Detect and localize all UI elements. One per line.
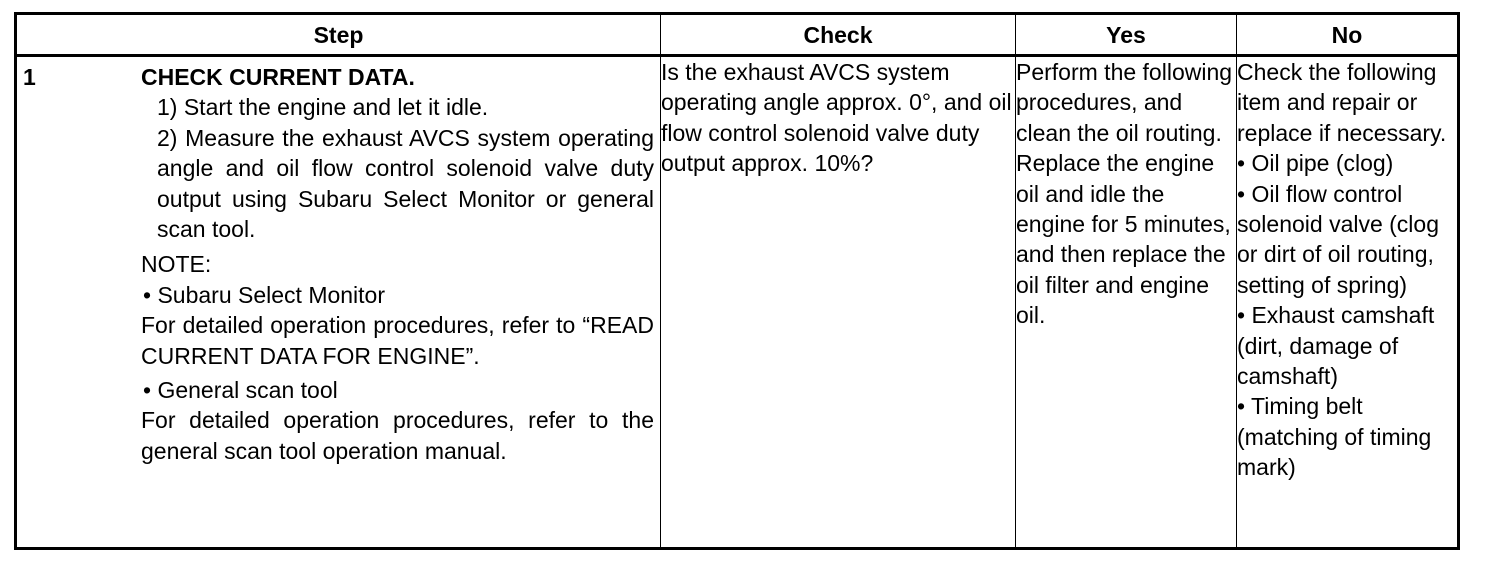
note-bullet: • General scan tool — [143, 377, 338, 404]
step-instruction: 1) Start the engine and let it idle. — [157, 94, 489, 121]
step-body — [141, 57, 654, 466]
step-cell — [16, 56, 661, 549]
step-number: 1 — [23, 64, 36, 90]
note-bullet: • Subaru Select Monitor — [143, 281, 386, 308]
table-row — [16, 56, 1459, 549]
check-text: Is the exhaust AVCS system operating angle approx. 0°, and oil flow control solenoid valve duty output approx. 10%? — [661, 59, 1012, 177]
no-intro: Check the following item and repair or replace if necessary. — [1237, 59, 1447, 146]
header-row — [16, 14, 1459, 56]
header-step: Step — [16, 14, 661, 56]
step-title: CHECK CURRENT DATA. — [141, 64, 415, 90]
header-check: Check — [661, 14, 1016, 56]
no-cell — [1237, 56, 1459, 549]
note-label: NOTE: — [141, 251, 212, 278]
diagnostic-table — [14, 12, 1460, 550]
note-text: For detailed operation procedures, refer to “READ CURRENT DATA FOR ENGINE”. — [141, 312, 654, 369]
yes-text: Perform the following procedures, and clean the oil routing. Replace the engine oil and idle the engine for 5 minutes, and then replace the oil filter and engine oil. — [1016, 59, 1233, 329]
no-item: • Exhaust camshaft (dirt, damage of camshaft) — [1237, 302, 1435, 390]
yes-cell — [1016, 56, 1237, 549]
header-no: No — [1237, 14, 1459, 56]
header-yes: Yes — [1016, 14, 1237, 56]
no-item: • Timing belt (matching of timing mark) — [1237, 393, 1432, 481]
step-instruction: 2) Measure the exhaust AVCS system operating angle and oil flow control solenoid valve duty output using Subaru Select Monitor or general scan tool. — [157, 124, 654, 243]
check-cell — [661, 56, 1016, 549]
no-item: • Oil flow control solenoid valve (clog or dirt of oil routing, setting of spring) — [1237, 180, 1440, 298]
no-item: • Oil pipe (clog) — [1237, 150, 1394, 177]
note-text: For detailed operation procedures, refer to the general scan tool operation manual. — [141, 407, 654, 464]
